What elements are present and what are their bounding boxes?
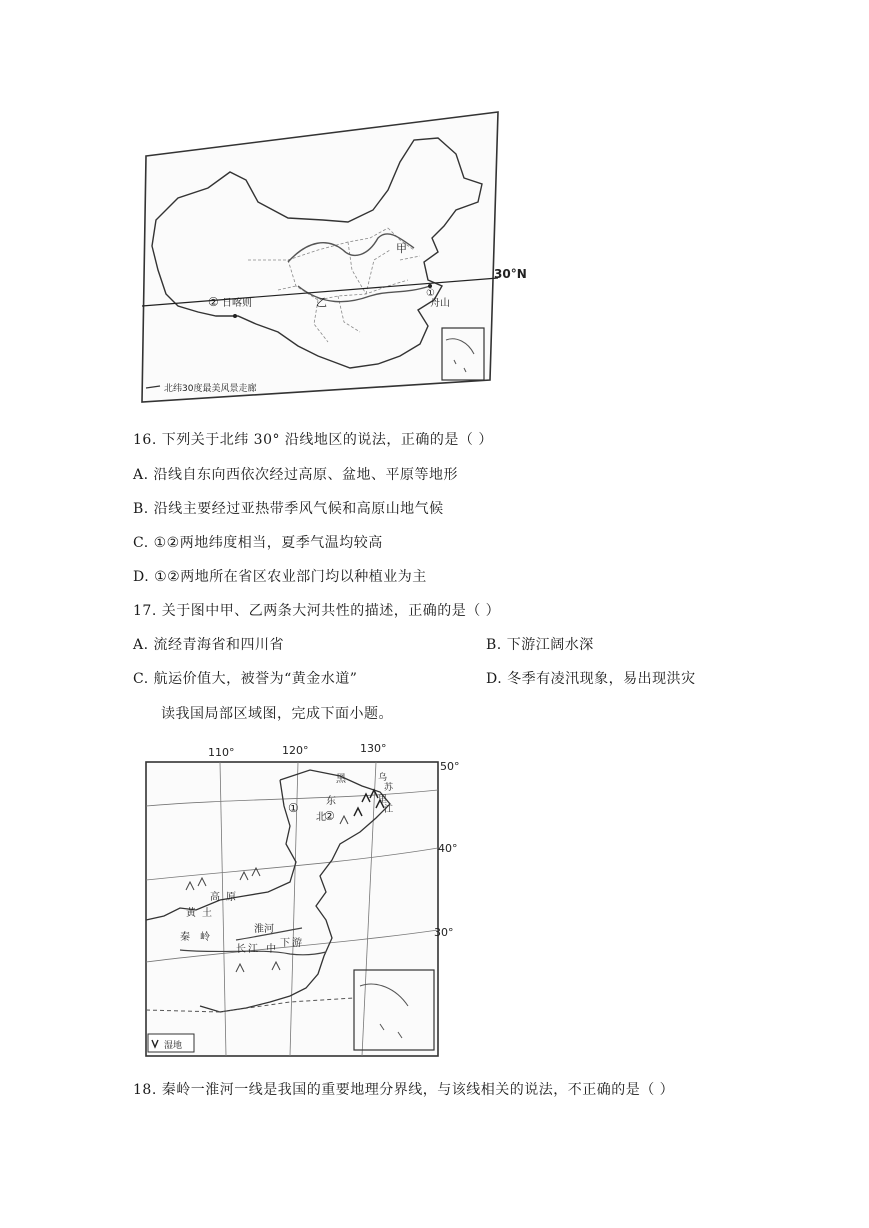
section-intro: 读我国局部区域图，完成下面小题。	[161, 706, 393, 722]
label-bei: 北	[316, 812, 326, 823]
label-li: 里	[378, 795, 388, 805]
china-30n-map	[138, 110, 532, 410]
regional-map	[140, 740, 470, 1060]
q16-stem: 16. 下列关于北纬 30° 沿线地区的说法，正确的是（ ）	[133, 432, 493, 448]
label-huang: 黄	[186, 908, 196, 919]
label-marker-2: ②	[324, 809, 335, 823]
label-yuan: 原	[226, 892, 236, 903]
q17-option-a: A. 流经青海省和四川省	[133, 637, 285, 653]
label-ling: 岭	[200, 932, 210, 943]
map1-caption: 北纬30度最美风景走廊	[164, 384, 257, 394]
label-xia: 下	[280, 938, 290, 949]
label-hei: 黑	[336, 774, 346, 785]
label-dong: 东	[326, 796, 336, 807]
label-tu: 土	[202, 908, 212, 919]
q16-option-a: A. 沿线自东向西依次经过高原、盆地、平原等地形	[133, 467, 459, 483]
lat-label-40: 40°	[438, 842, 458, 855]
lon-label-110: 110°	[208, 746, 235, 759]
q16-option-c: C. ①②两地纬度相当，夏季气温均较高	[133, 535, 383, 551]
q17-stem: 17. 关于图中甲、乙两条大河共性的描述，正确的是（ ）	[133, 603, 501, 619]
label-you: 游	[292, 938, 302, 949]
place-right-name: 舟山	[430, 298, 450, 309]
label-jiang: 江	[248, 944, 258, 955]
lat-30n-label: 30°N	[494, 267, 527, 281]
label-su: 苏	[384, 783, 394, 793]
river-label-jia: 甲	[396, 242, 407, 255]
lat-label-50: 50°	[440, 760, 460, 773]
lon-label-130: 130°	[360, 742, 387, 755]
place-left-name: 日喀则	[222, 298, 252, 309]
q17-option-d: D. 冬季有凌汛现象，易出现洪灾	[486, 671, 696, 687]
q16-option-b: B. 沿线主要经过亚热带季风气候和高原山地气候	[133, 501, 444, 517]
q16-option-d: D. ①②两地所在省区农业部门均以种植业为主	[133, 569, 427, 585]
label-jiang-2: 江	[384, 805, 394, 815]
label-zhong: 中	[266, 944, 276, 955]
label-chang: 长	[236, 944, 246, 955]
map-frame	[142, 112, 498, 402]
place-left-marker: ②	[208, 295, 219, 309]
lat-label-30: 30°	[434, 926, 454, 939]
label-gao: 高	[210, 892, 220, 903]
place-right-marker: ①	[426, 288, 435, 299]
q17-option-c: C. 航运价值大，被誉为“黄金水道”	[133, 671, 358, 687]
q17-option-b: B. 下游江阔水深	[486, 637, 594, 653]
label-qin: 秦	[180, 932, 190, 943]
q18-stem: 18. 秦岭一淮河一线是我国的重要地理分界线，与该线相关的说法，不正确的是（ ）	[133, 1082, 675, 1098]
label-wu: 乌	[378, 773, 388, 783]
lon-label-120: 120°	[282, 744, 309, 757]
label-huaihe: 淮河	[254, 924, 274, 935]
label-marker-1: ①	[288, 801, 299, 815]
place-left-dot	[233, 314, 237, 318]
legend-label: 湿地	[164, 1041, 183, 1051]
river-label-yi: 乙	[316, 296, 327, 309]
